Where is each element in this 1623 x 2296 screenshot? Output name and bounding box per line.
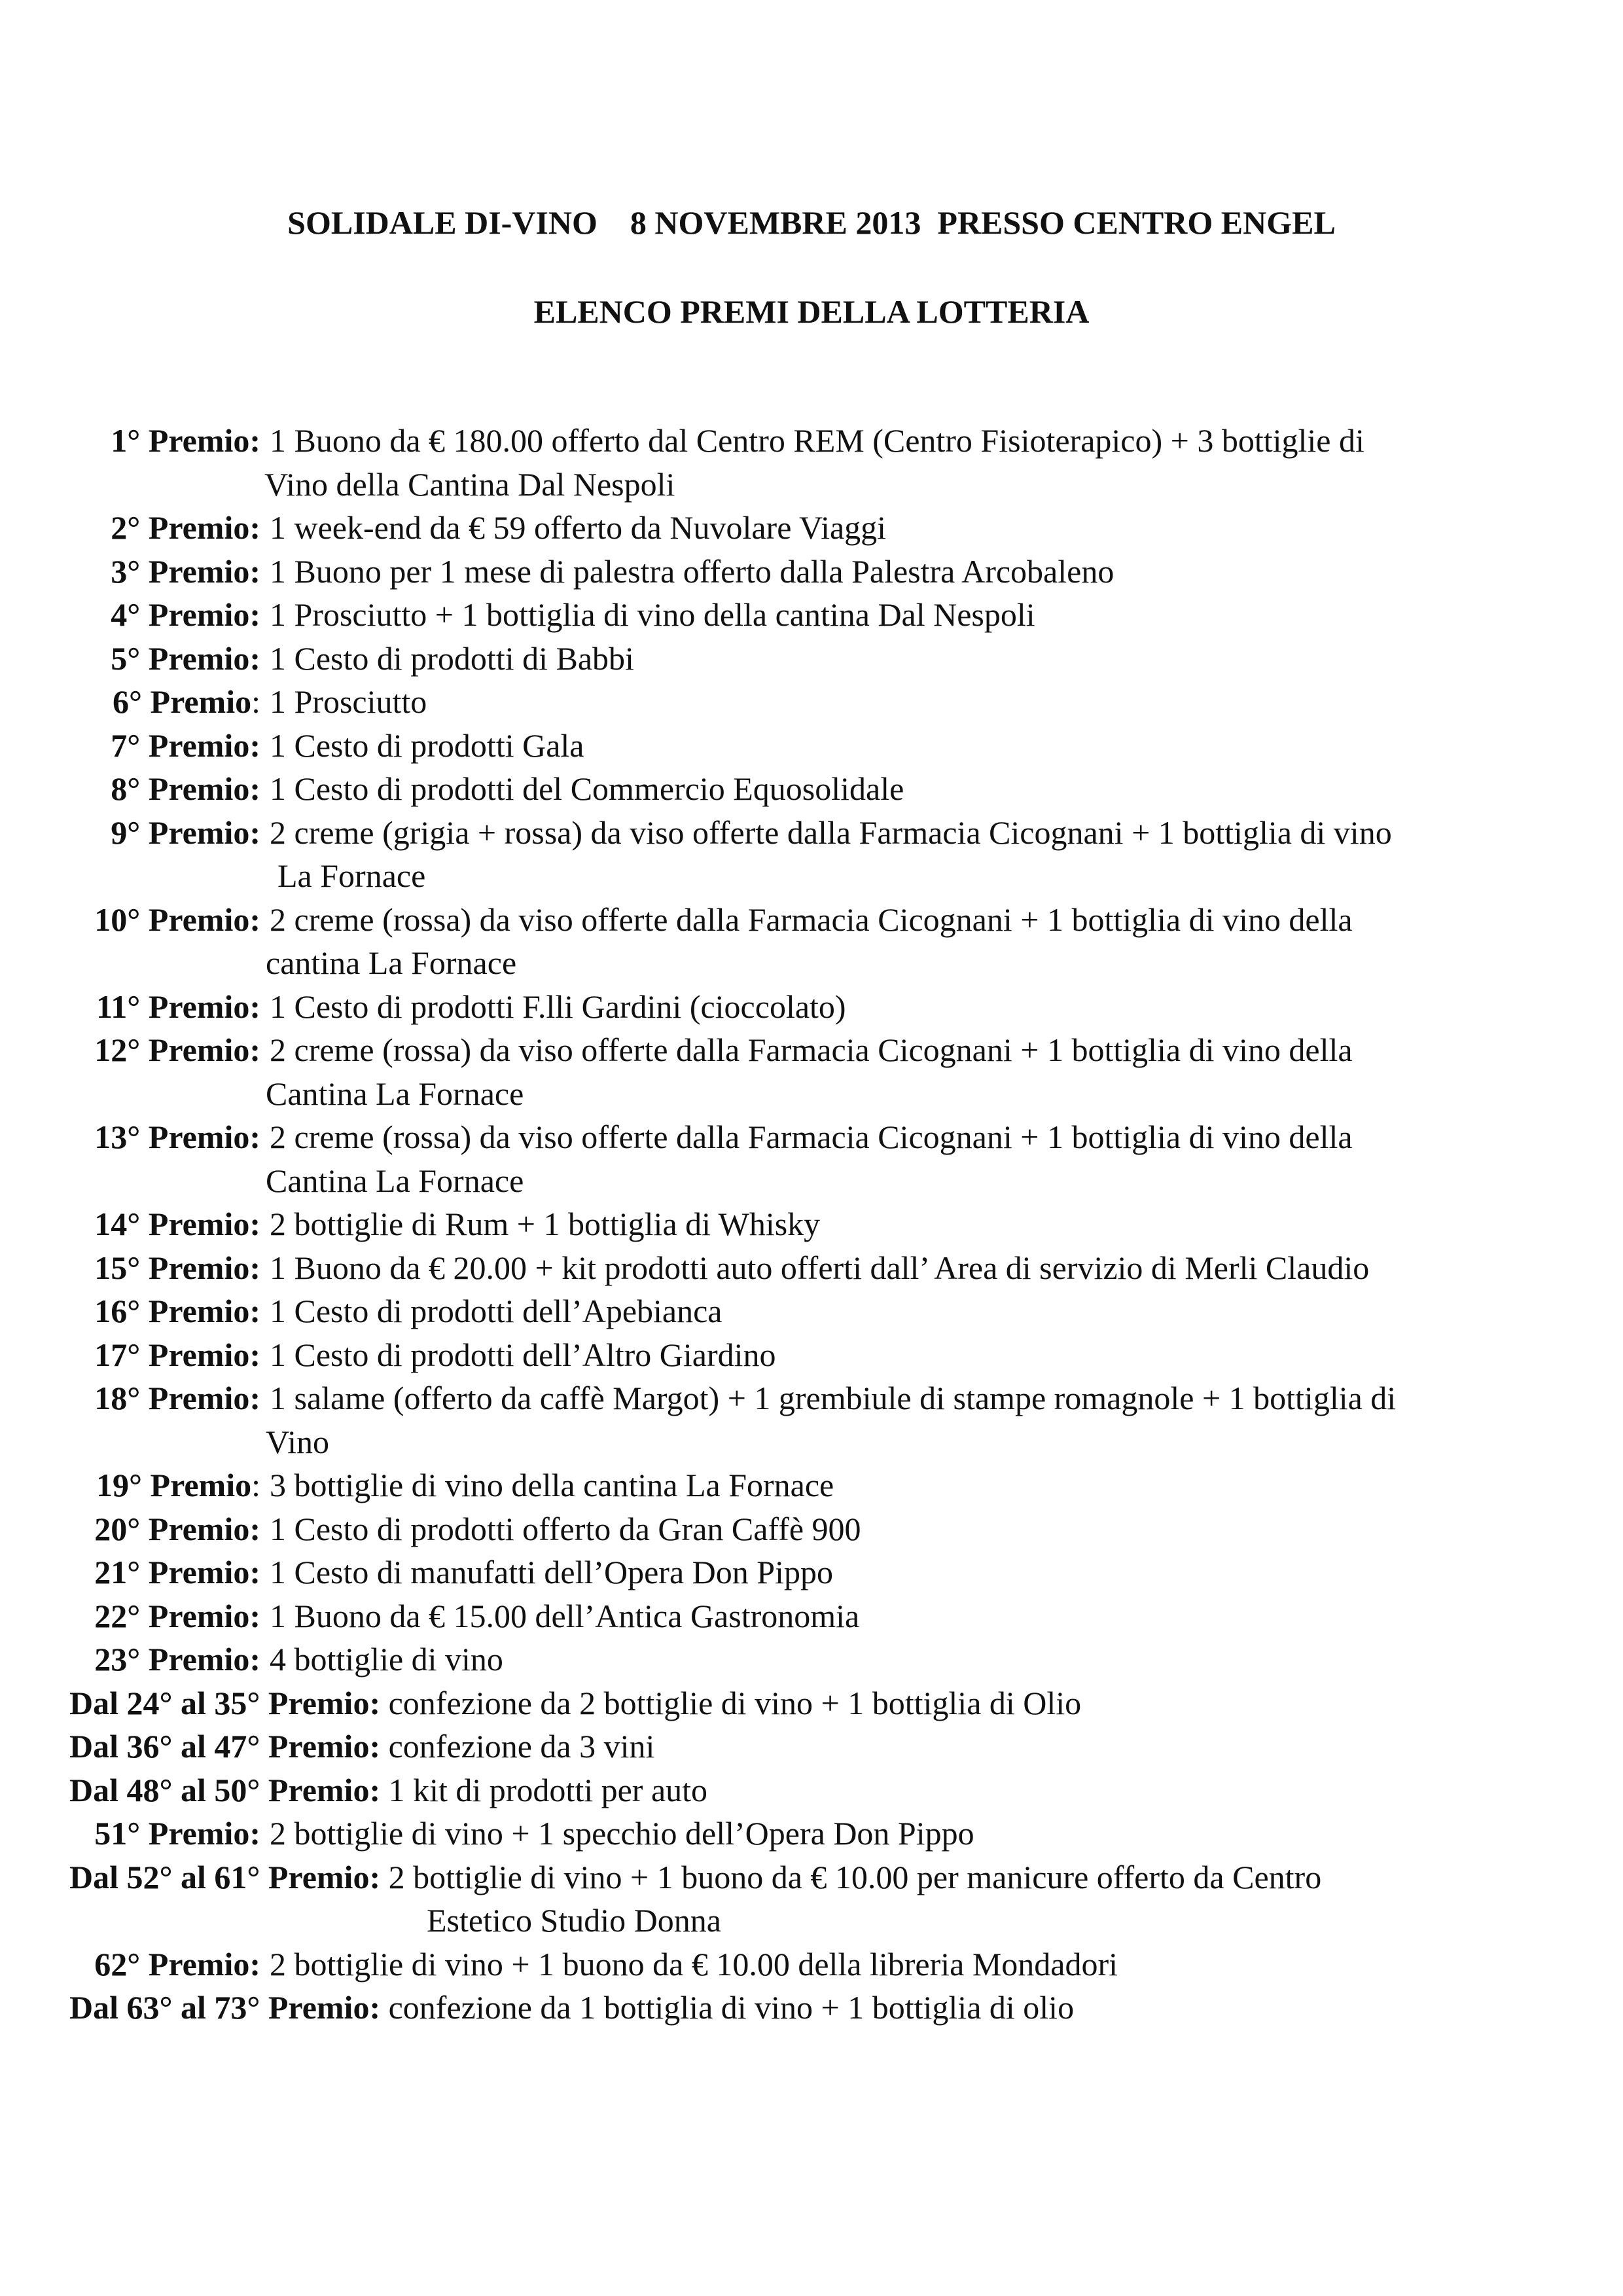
prize-text-continuation: Cantina La Fornace <box>266 1075 524 1112</box>
prize-item-12-continuation <box>0 1072 1623 1116</box>
prize-label: 7° Premio: <box>111 726 260 764</box>
prize-item-24-35 <box>0 1681 1623 1725</box>
prize-text-continuation: Cantina La Fornace <box>266 1162 524 1199</box>
document-subtitle: ELENCO PREMI DELLA LOTTERIA <box>533 293 1090 330</box>
prize-item-13 <box>0 1115 1623 1159</box>
prize-text: 1 Buono per 1 mese di palestra offerto dalla Palestra Arcobaleno <box>270 552 1115 590</box>
prize-item-10 <box>0 898 1623 942</box>
prize-label: 1° Premio: <box>111 422 260 459</box>
prize-text: confezione da 1 bottiglia di vino + 1 bottiglia di olio <box>388 1989 1075 2026</box>
prize-text: 1 Cesto di prodotti Gala <box>270 726 584 764</box>
prize-label: Dal 24° al 35° Premio: <box>69 1684 381 1721</box>
prize-item-62 <box>0 1943 1623 1986</box>
prize-item-17 <box>0 1333 1623 1377</box>
prize-text: 1 salame (offerto da caffè Margot) + 1 grembiule di stampe romagnole + 1 bottiglia di <box>270 1380 1397 1416</box>
prize-text-continuation: Estetico Studio Donna <box>427 1902 721 1939</box>
prize-text: 1 week-end da € 59 offerto da Nuvolare Viaggi <box>270 509 887 546</box>
prize-item-2 <box>0 506 1623 550</box>
prize-label: 20° Premio: <box>94 1510 260 1547</box>
prize-text: 1 Buono da € 180.00 offerto dal Centro REM (Centro Fisioterapico) + 3 bottiglie di <box>270 422 1364 459</box>
prize-label: 15° Premio: <box>94 1249 260 1286</box>
prize-label-colon: : <box>251 1467 260 1503</box>
prize-text: 2 bottiglie di Rum + 1 bottiglia di Whisky <box>270 1206 821 1242</box>
prize-text: 1 Cesto di manufatti dell’Opera Don Pippo <box>270 1554 833 1590</box>
prize-label <box>113 680 260 724</box>
prize-text: 2 creme (grigia + rossa) da viso offerte dalla Farmacia Cicognani + 1 bottiglia di vino <box>270 814 1392 851</box>
prize-label: 10° Premio: <box>94 901 260 938</box>
prize-item-7 <box>0 724 1623 768</box>
prize-label: 22° Premio: <box>94 1597 260 1634</box>
prize-item-1-continuation <box>0 463 1623 507</box>
prize-text: confezione da 2 bottiglie di vino + 1 bottiglia di Olio <box>388 1684 1082 1721</box>
prize-label-main: 19° Premio <box>96 1467 252 1503</box>
prize-item-5 <box>0 637 1623 681</box>
prize-label: Dal 52° al 61° Premio: <box>69 1858 381 1895</box>
prize-item-23 <box>0 1638 1623 1681</box>
prize-text: 2 bottiglie di vino + 1 specchio dell’Opera Don Pippo <box>270 1815 974 1852</box>
prize-item-11 <box>0 985 1623 1029</box>
prize-text: 1 Cesto di prodotti F.lli Gardini (cioccolato) <box>270 988 846 1025</box>
prize-text: 2 bottiglie di vino + 1 buono da € 10.00 per manicure offerto da Centro <box>388 1858 1322 1895</box>
prize-label: 23° Premio: <box>94 1641 260 1677</box>
prize-label-main: 6° Premio <box>113 683 252 720</box>
prize-label: 18° Premio: <box>94 1380 260 1416</box>
prize-label: 3° Premio: <box>111 552 260 590</box>
prize-item-12 <box>0 1028 1623 1072</box>
prize-item-13-continuation <box>0 1159 1623 1203</box>
prize-item-51 <box>0 1812 1623 1856</box>
prize-text: 2 creme (rossa) da viso offerte dalla Farmacia Cicognani + 1 bottiglia di vino della <box>270 1031 1353 1068</box>
prize-text-continuation: La Fornace <box>277 857 426 894</box>
prize-label: 14° Premio: <box>94 1206 260 1242</box>
prize-text: 1 kit di prodotti per auto <box>388 1771 708 1808</box>
prize-text: 3 bottiglie di vino della cantina La Fornace <box>270 1467 834 1503</box>
prize-label: 21° Premio: <box>94 1554 260 1590</box>
prize-item-20 <box>0 1507 1623 1551</box>
prize-text: confezione da 3 vini <box>388 1728 655 1765</box>
prize-item-1 <box>0 419 1623 463</box>
prize-text: 2 creme (rossa) da viso offerte dalla Farmacia Cicognani + 1 bottiglia di vino della <box>270 901 1353 938</box>
prize-text: 1 Cesto di prodotti di Babbi <box>270 639 634 677</box>
prize-item-21 <box>0 1551 1623 1594</box>
prize-item-3 <box>0 550 1623 594</box>
prize-label: 11° Premio: <box>96 988 260 1025</box>
prize-item-48-50 <box>0 1768 1623 1812</box>
prize-item-19 <box>0 1463 1623 1507</box>
prize-label: 8° Premio: <box>111 770 260 807</box>
prize-text: 1 Cesto di prodotti offerto da Gran Caffè 900 <box>270 1510 861 1547</box>
document-title: SOLIDALE DI-VINO 8 NOVEMBRE 2013 PRESSO CENTRO ENGEL <box>287 204 1336 241</box>
prize-label: 9° Premio: <box>111 814 260 851</box>
prize-text: 1 Cesto di prodotti del Commercio Equosolidale <box>270 770 904 807</box>
prize-text: 1 Cesto di prodotti dell’Altro Giardino <box>270 1336 776 1373</box>
prize-label: 16° Premio: <box>94 1293 260 1329</box>
prize-item-8 <box>0 767 1623 811</box>
prize-item-18 <box>0 1376 1623 1420</box>
prize-label: 13° Premio: <box>94 1119 260 1155</box>
prize-label: Dal 48° al 50° Premio: <box>69 1771 381 1808</box>
prize-item-6 <box>0 680 1623 724</box>
prize-text: 1 Buono da € 15.00 dell’Antica Gastronomia <box>270 1597 860 1634</box>
prize-item-52-61-continuation <box>0 1899 1623 1943</box>
prize-item-9 <box>0 811 1623 855</box>
prize-item-36-47 <box>0 1725 1623 1768</box>
prize-label: 51° Premio: <box>94 1815 260 1852</box>
prize-label: 12° Premio: <box>94 1031 260 1068</box>
prize-item-52-61 <box>0 1856 1623 1899</box>
prize-label: Dal 63° al 73° Premio: <box>69 1989 381 2026</box>
prize-label: 4° Premio: <box>111 596 260 633</box>
prize-item-15 <box>0 1246 1623 1290</box>
prize-item-10-continuation <box>0 941 1623 985</box>
prize-item-16 <box>0 1289 1623 1333</box>
prize-item-14 <box>0 1202 1623 1246</box>
prize-item-9-continuation <box>0 854 1623 898</box>
prize-item-4 <box>0 593 1623 637</box>
prize-item-22 <box>0 1594 1623 1638</box>
prize-label <box>96 1463 260 1507</box>
prize-text: 1 Prosciutto <box>270 683 427 720</box>
prize-text: 4 bottiglie di vino <box>270 1641 503 1677</box>
prize-label: 5° Premio: <box>111 639 260 677</box>
prize-text-continuation: cantina La Fornace <box>266 944 517 981</box>
prize-text: 2 bottiglie di vino + 1 buono da € 10.00 della libreria Mondadori <box>270 1945 1118 1982</box>
prize-label: Dal 36° al 47° Premio: <box>69 1728 381 1765</box>
prize-text: 1 Cesto di prodotti dell’Apebianca <box>270 1293 722 1329</box>
prize-label-colon: : <box>251 683 260 720</box>
prize-item-63-73 <box>0 1986 1623 2030</box>
prize-label: 17° Premio: <box>94 1336 260 1373</box>
prize-label: 62° Premio: <box>94 1945 260 1982</box>
prize-text: 2 creme (rossa) da viso offerte dalla Farmacia Cicognani + 1 bottiglia di vino della <box>270 1119 1353 1155</box>
prize-label: 2° Premio: <box>111 509 260 546</box>
prize-text: 1 Buono da € 20.00 + kit prodotti auto offerti dall’ Area di servizio di Merli Claudio <box>270 1249 1370 1286</box>
prize-item-18-continuation <box>0 1420 1623 1464</box>
prize-list <box>0 419 1623 2030</box>
prize-text: 1 Prosciutto + 1 bottiglia di vino della cantina Dal Nespoli <box>270 596 1035 633</box>
prize-text-continuation: Vino <box>266 1423 329 1460</box>
prize-text-continuation: Vino della Cantina Dal Nespoli <box>264 465 675 503</box>
